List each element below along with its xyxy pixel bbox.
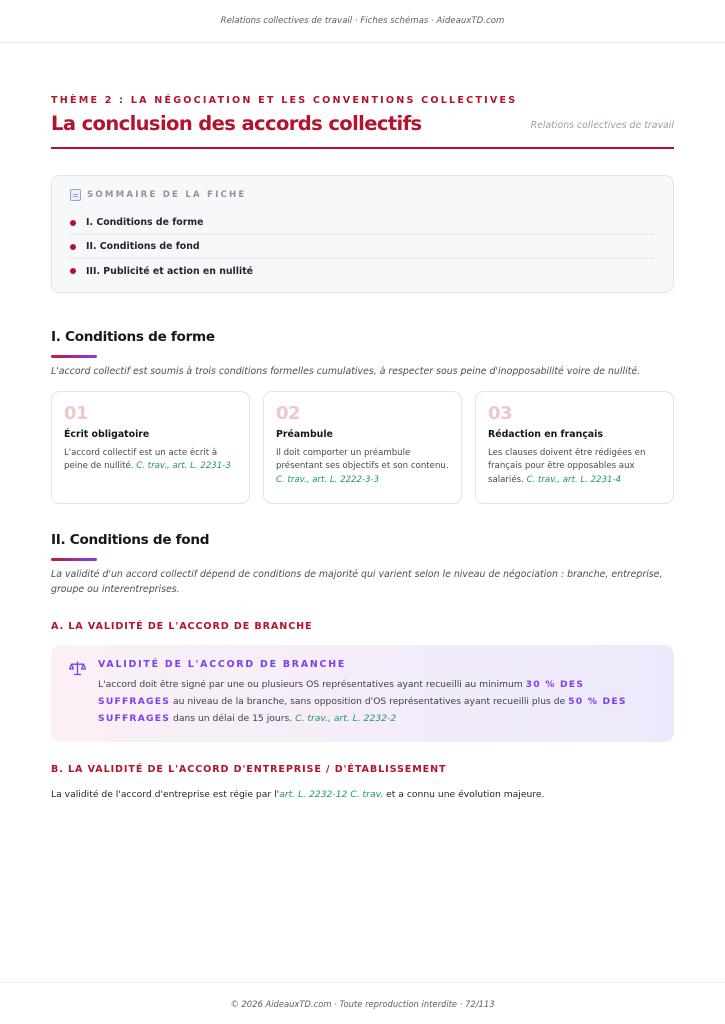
- callout-body: [98, 676, 656, 727]
- bullet-icon: [70, 220, 76, 226]
- callout-text: dans un délai de 15 jours.: [170, 712, 296, 724]
- toc-item-publicite-nullite[interactable]: [70, 259, 655, 283]
- card-text: [488, 447, 661, 488]
- footer-text: © 2026 AideauxTD.com · Toute reproduction interdite · 72/113: [230, 998, 495, 1009]
- section-title: I. Conditions de forme: [51, 329, 215, 345]
- card-number: 01: [64, 402, 89, 424]
- page-footer: [0, 982, 725, 1024]
- condition-card-ecrit: [51, 391, 250, 504]
- toc-heading-label: SOMMAIRE DE LA FICHE: [87, 190, 247, 200]
- subsection-title-entreprise: B. LA VALIDITÉ DE L'ACCORD D'ENTREPRISE / D'ÉTABLISSEMENT: [51, 763, 447, 775]
- threshold-highlight: 50 % DES SUFFRAGES: [98, 695, 627, 724]
- toc-item-conditions-forme[interactable]: [70, 211, 655, 235]
- card-number: 02: [276, 402, 301, 424]
- page-title: La conclusion des accords collectifs: [51, 112, 422, 135]
- card-title: Rédaction en français: [488, 428, 603, 440]
- callout-content: [98, 659, 656, 727]
- bullet-icon: [70, 244, 76, 250]
- callout-text: L'accord doit être signé par une ou plusieurs OS représentatives ayant recueilli au minimum: [98, 678, 526, 690]
- legal-reference: C. trav., art. L. 2231-3: [136, 461, 231, 472]
- legal-reference: art. L. 2232-12 C. trav.: [279, 788, 384, 800]
- condition-card-preambule: [263, 391, 462, 504]
- section-title: II. Conditions de fond: [51, 531, 210, 548]
- card-title: Préambule: [276, 428, 333, 440]
- legal-reference: C. trav., art. L. 2232-2: [295, 712, 397, 724]
- toc-list: [70, 211, 655, 283]
- toc-item-label: III. Publicité et action en nullité: [86, 265, 254, 277]
- legal-reference: C. trav., art. L. 2222-3-3: [276, 474, 380, 485]
- balance-scale-icon: [69, 659, 86, 727]
- card-body: Il doit comporter un préambule présentant ses objectifs et son contenu.: [276, 447, 449, 472]
- paragraph-entreprise: [51, 789, 674, 800]
- header-text: Relations collectives de travail · Fiches schémas · AideauxTD.com: [220, 16, 505, 26]
- legal-reference: C. trav., art. L. 2231-4: [526, 474, 622, 485]
- card-body: Les clauses doivent être rédigées en français pour être opposables aux salariés.: [488, 447, 646, 485]
- title-row: [51, 112, 674, 149]
- callout-validite-branche: [51, 645, 674, 742]
- bullet-icon: [70, 268, 76, 274]
- section-conditions-fond: [51, 532, 674, 800]
- callout-text: au niveau de la branche, sans opposition d'OS représentatives ayant recueilli plus de: [170, 695, 569, 707]
- section-conditions-forme: [51, 329, 674, 504]
- conditions-cards: [51, 391, 674, 504]
- toc-item-label: II. Conditions de fond: [86, 241, 200, 252]
- theme-label: THÈME 2 : LA NÉGOCIATION ET LES CONVENTIONS COLLECTIVES: [51, 95, 518, 106]
- section-underline: [51, 355, 97, 358]
- card-title: Écrit obligatoire: [64, 428, 150, 440]
- threshold-highlight: 30 % DES SUFFRAGES: [98, 678, 585, 707]
- page-header: [0, 0, 725, 43]
- section-underline: [51, 558, 97, 561]
- subsection-title-branche: A. LA VALIDITÉ DE L'ACCORD DE BRANCHE: [51, 620, 313, 632]
- toc-heading: [70, 189, 655, 201]
- table-of-contents: [51, 175, 674, 293]
- paragraph-text: La validité de l'accord d'entreprise est régie par l': [51, 788, 280, 800]
- callout-title: VALIDITÉ DE L'ACCORD DE BRANCHE: [98, 658, 347, 670]
- section-lead: L'accord collectif est soumis à trois conditions formelles cumulatives, à respecter sous peine d'inopposabilité voire de nullité.: [51, 366, 641, 377]
- section-lead: La validité d'un accord collectif dépend de conditions de majorité qui varient selon le niveau de négociation : branche, entreprise, groupe ou interentreprises.: [51, 568, 663, 595]
- page-content: [51, 43, 674, 800]
- toc-item-conditions-fond[interactable]: [70, 235, 655, 259]
- card-text: [64, 447, 237, 474]
- subject-label: Relations collectives de travail: [530, 120, 674, 131]
- toc-item-label: I. Conditions de forme: [86, 217, 204, 228]
- card-text: [276, 447, 449, 488]
- card-number: 03: [488, 402, 513, 424]
- document-icon: [70, 189, 81, 201]
- condition-card-francais: [475, 391, 674, 504]
- paragraph-text: et a connu une évolution majeure.: [383, 788, 545, 800]
- card-body: L'accord collectif est un acte écrit à peine de nullité.: [64, 447, 218, 472]
